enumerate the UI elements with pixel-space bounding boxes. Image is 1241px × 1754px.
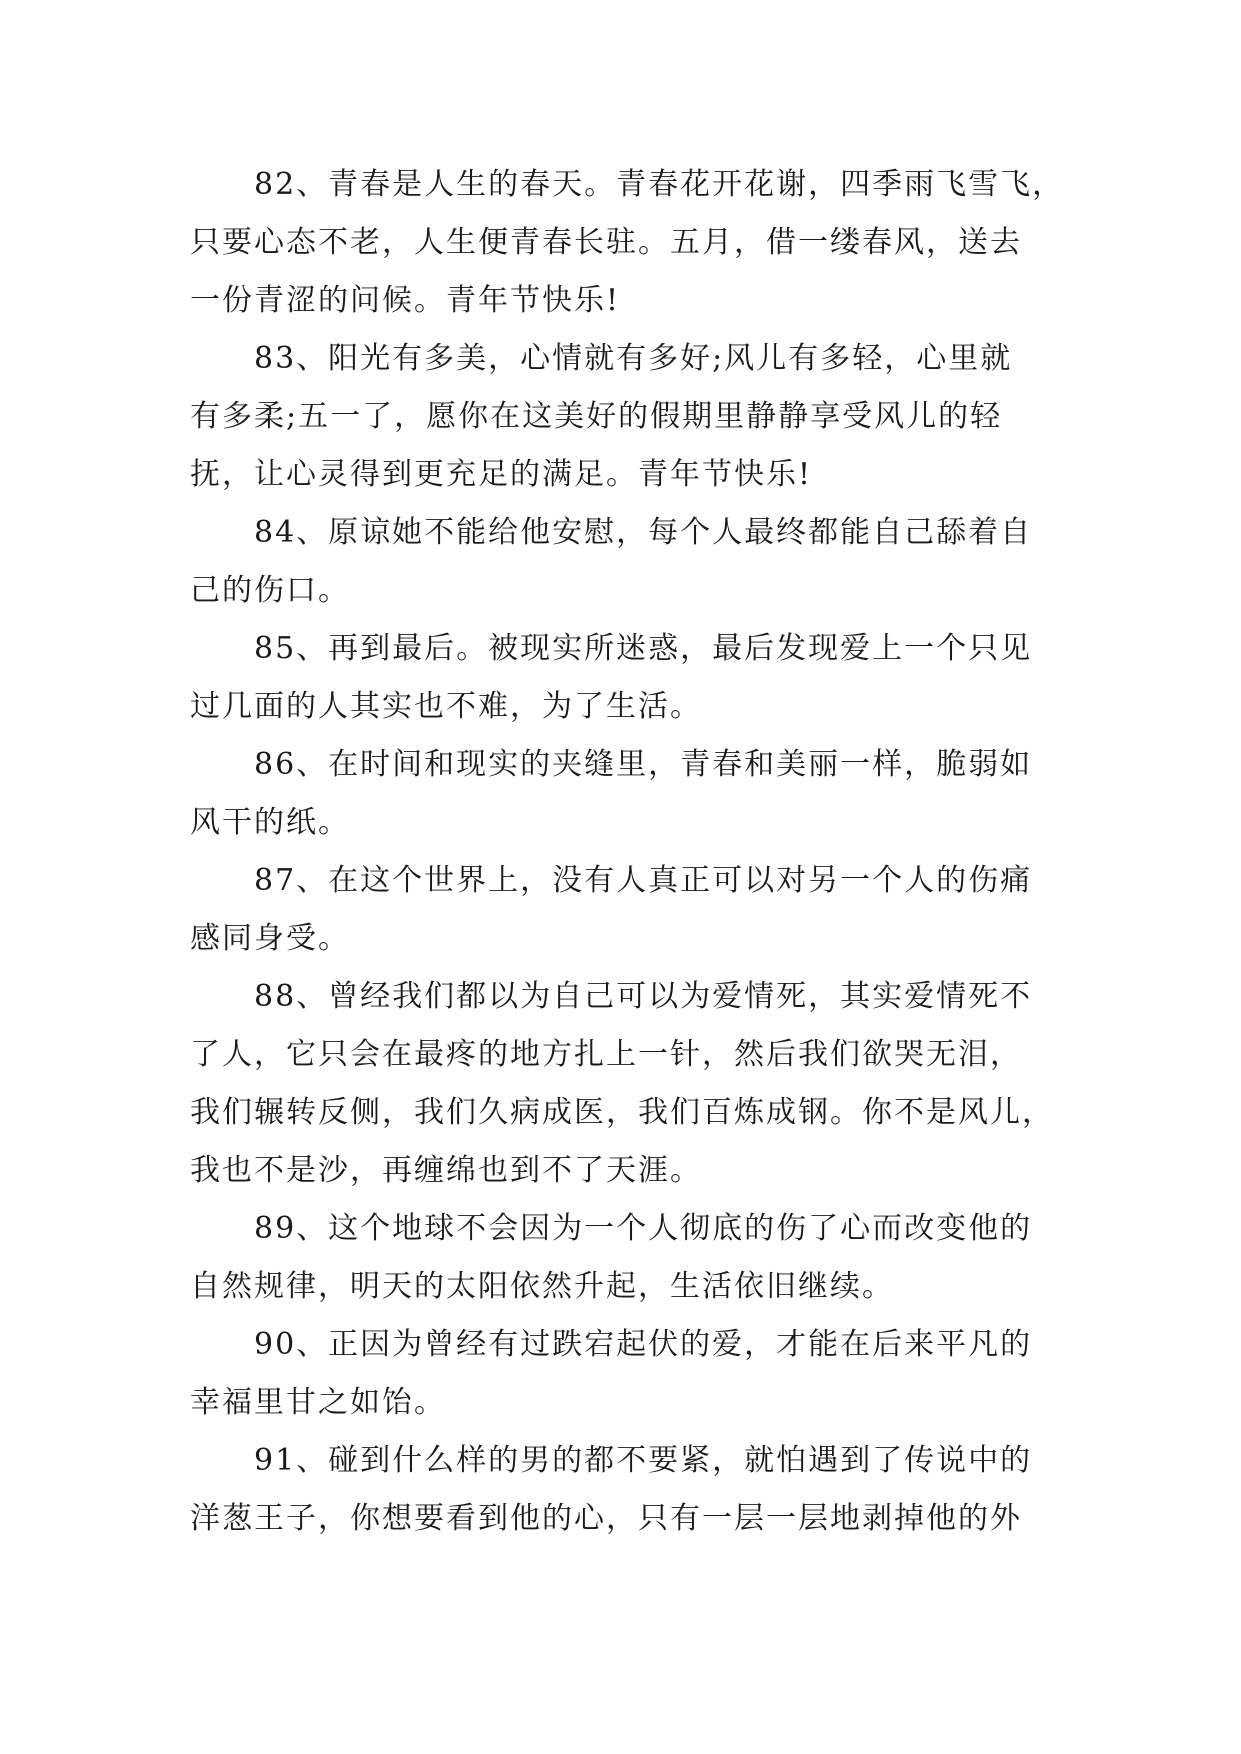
paragraph-line: 91、碰到什么样的男的都不要紧，就怕遇到了传说中的 [254, 1443, 1033, 1478]
paragraph-86 [190, 736, 1052, 852]
paragraph-line: 90、正因为曾经有过跌宕起伏的爱，才能在后来平凡的 [254, 1327, 1033, 1362]
paragraph-line: 我也不是沙，再缠绵也到不了天涯。 [190, 1153, 702, 1188]
paragraph-91 [190, 1432, 1052, 1548]
paragraph-line: 83、阳光有多美，心情就有多好;风儿有多轻，心里就 [254, 341, 1013, 376]
paragraph-83 [190, 330, 1052, 504]
paragraph-line: 了人，它只会在最疼的地方扎上一针，然后我们欲哭无泪， [190, 1037, 1022, 1072]
paragraph-line: 86、在时间和现实的夹缝里，青春和美丽一样，脆弱如 [254, 747, 1033, 782]
paragraph-line: 88、曾经我们都以为自己可以为爱情死，其实爱情死不 [254, 979, 1033, 1014]
paragraph-line: 风干的纸。 [190, 805, 350, 840]
paragraph-85 [190, 620, 1052, 736]
paragraph-line: 87、在这个世界上，没有人真正可以对另一个人的伤痛 [254, 863, 1033, 898]
paragraph-87 [190, 852, 1052, 968]
paragraph-88 [190, 968, 1052, 1200]
paragraph-line: 己的伤口。 [190, 573, 350, 608]
paragraph-84 [190, 504, 1052, 620]
paragraph-line: 抚，让心灵得到更充足的满足。青年节快乐! [190, 457, 813, 492]
paragraph-line: 只要心态不老，人生便青春长驻。五月，借一缕春风，送去 [190, 225, 1022, 260]
paragraph-line: 89、这个地球不会因为一个人彻底的伤了心而改变他的 [254, 1211, 1033, 1246]
paragraph-line: 有多柔;五一了，愿你在这美好的假期里静静享受风儿的轻 [190, 399, 1003, 434]
paragraph-line: 我们辗转反侧，我们久病成医，我们百炼成钢。你不是风儿， [190, 1095, 1054, 1130]
paragraph-line: 感同身受。 [190, 921, 350, 956]
paragraph-line: 洋葱王子，你想要看到他的心，只有一层一层地剥掉他的外 [190, 1501, 1022, 1536]
paragraph-line: 自然规律，明天的太阳依然升起，生活依旧继续。 [190, 1269, 894, 1304]
paragraph-line: 85、再到最后。被现实所迷惑，最后发现爱上一个只见 [254, 631, 1033, 666]
paragraph-82 [190, 156, 1065, 330]
paragraph-90 [190, 1316, 1052, 1432]
paragraph-line: 82、青春是人生的春天。青春花开花谢，四季雨飞雪飞， [254, 167, 1065, 202]
paragraph-line: 幸福里甘之如饴。 [190, 1385, 446, 1420]
document-body [190, 156, 1065, 1548]
paragraph-line: 一份青涩的问候。青年节快乐! [190, 283, 621, 318]
paragraph-line: 过几面的人其实也不难，为了生活。 [190, 689, 702, 724]
paragraph-89 [190, 1200, 1052, 1316]
paragraph-line: 84、原谅她不能给他安慰，每个人最终都能自己舔着自 [254, 515, 1033, 550]
